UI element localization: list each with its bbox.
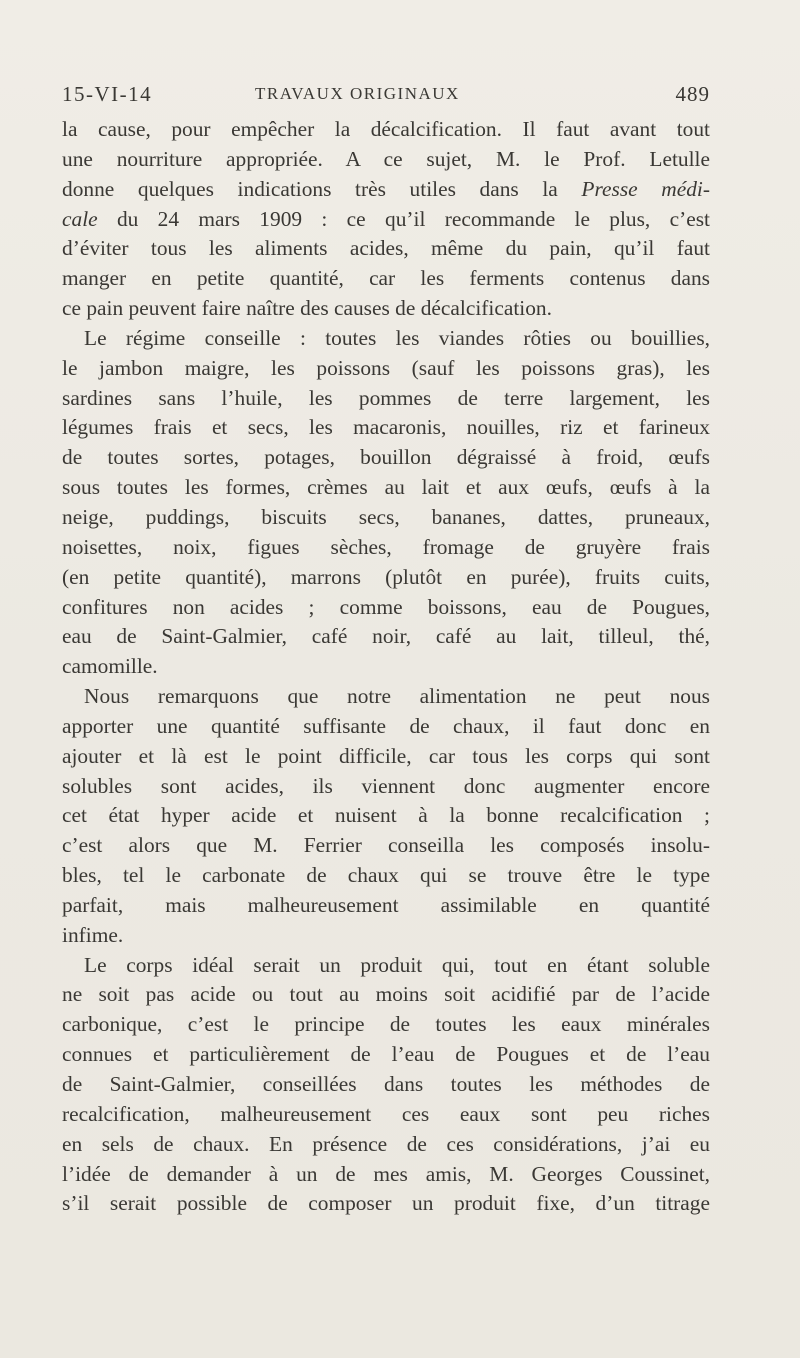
- text-line: (en petite quantité), marrons (plutôt en purée), fruits cuits,: [62, 564, 710, 589]
- text-line: noisettes, noix, figues sèches, fromage de gruyère frais: [62, 534, 710, 559]
- text-line: connues et particulièrement de l’eau de Pougues et de l’eau: [62, 1042, 710, 1067]
- text-line: sous toutes les formes, crèmes au lait et aux œufs, œufs à la: [62, 475, 710, 500]
- text-line: eau de Saint-Galmier, café noir, café au lait, tilleul, thé,: [62, 624, 710, 649]
- text-line: confitures non acides ; comme boissons, eau de Pougues,: [62, 594, 710, 619]
- text-line: apporter une quantité suffisante de chaux, il faut donc en: [62, 713, 710, 738]
- text-line: [62, 175, 710, 205]
- text-run: donne quelques indications très utiles dans la: [62, 176, 582, 201]
- text-line: de toutes sortes, potages, bouillon dégraissé à froid, œufs: [62, 445, 710, 470]
- text-line: cet état hyper acide et nuisent à la bonne recalcification ;: [62, 803, 710, 828]
- text-line: bles, tel le carbonate de chaux qui se trouve être le type: [62, 863, 710, 888]
- page-header: [62, 82, 710, 112]
- text-line: l’idée de demander à un de mes amis, M. Georges Coussinet,: [62, 1161, 710, 1186]
- text-line: infime.: [62, 922, 124, 947]
- text-line: le jambon maigre, les poissons (sauf les poissons gras), les: [62, 355, 710, 380]
- text-line: ne soit pas acide ou tout au moins soit acidifié par de l’acide: [62, 982, 710, 1007]
- text-line: Le corps idéal serait un produit qui, tout en étant soluble: [84, 952, 710, 977]
- text-line: camomille.: [62, 654, 158, 679]
- text-line: recalcification, malheureusement ces eaux sont peu riches: [62, 1101, 710, 1126]
- text-line: Le régime conseille : toutes les viandes rôties ou bouillies,: [84, 325, 710, 350]
- text-run: du 24 mars 1909 : ce qu’il recommande le plus, c’est: [97, 206, 710, 231]
- text-line: sardines sans l’huile, les pommes de terre largement, les: [62, 385, 710, 410]
- text-line: s’il serait possible de composer un produit fixe, d’un titrage: [62, 1191, 710, 1216]
- text-line: Nous remarquons que notre alimentation ne peut nous: [84, 684, 710, 709]
- issue-date: 15-VI-14: [62, 82, 153, 106]
- text-line: parfait, mais malheureusement assimilable en quantité: [62, 892, 710, 917]
- text-line: une nourriture appropriée. A ce sujet, M. le Prof. Letulle: [62, 146, 710, 171]
- text-line: la cause, pour empêcher la décalcification. Il faut avant tout: [62, 117, 710, 141]
- body-text: [62, 115, 710, 1219]
- text-line: [62, 205, 710, 235]
- page-number: 489: [675, 82, 710, 106]
- text-line: en sels de chaux. En présence de ces considérations, j’ai eu: [62, 1131, 710, 1156]
- text-line: de Saint-Galmier, conseillées dans toutes les méthodes de: [62, 1072, 710, 1096]
- text-line: neige, puddings, biscuits secs, bananes, dattes, pruneaux,: [62, 504, 710, 529]
- text-line: ce pain peuvent faire naître des causes de décalcification.: [62, 296, 552, 321]
- text-line: légumes frais et secs, les macaronis, nouilles, riz et farineux: [62, 415, 710, 440]
- journal-title-italic: Presse médi-: [581, 176, 710, 201]
- text-line: ajouter et là est le point difficile, car tous les corps qui sont: [62, 743, 710, 768]
- journal-title-italic: cale: [62, 206, 98, 231]
- text-line: carbonique, c’est le principe de toutes les eaux minérales: [62, 1012, 710, 1037]
- text-line: solubles sont acides, ils viennent donc augmenter encore: [62, 773, 710, 798]
- text-line: manger en petite quantité, car les ferments contenus dans: [62, 266, 710, 291]
- text-line: d’éviter tous les aliments acides, même du pain, qu’il faut: [62, 236, 710, 261]
- running-title: TRAVAUX ORIGINAUX: [255, 84, 460, 103]
- text-line: c’est alors que M. Ferrier conseilla les composés insolu-: [62, 833, 710, 858]
